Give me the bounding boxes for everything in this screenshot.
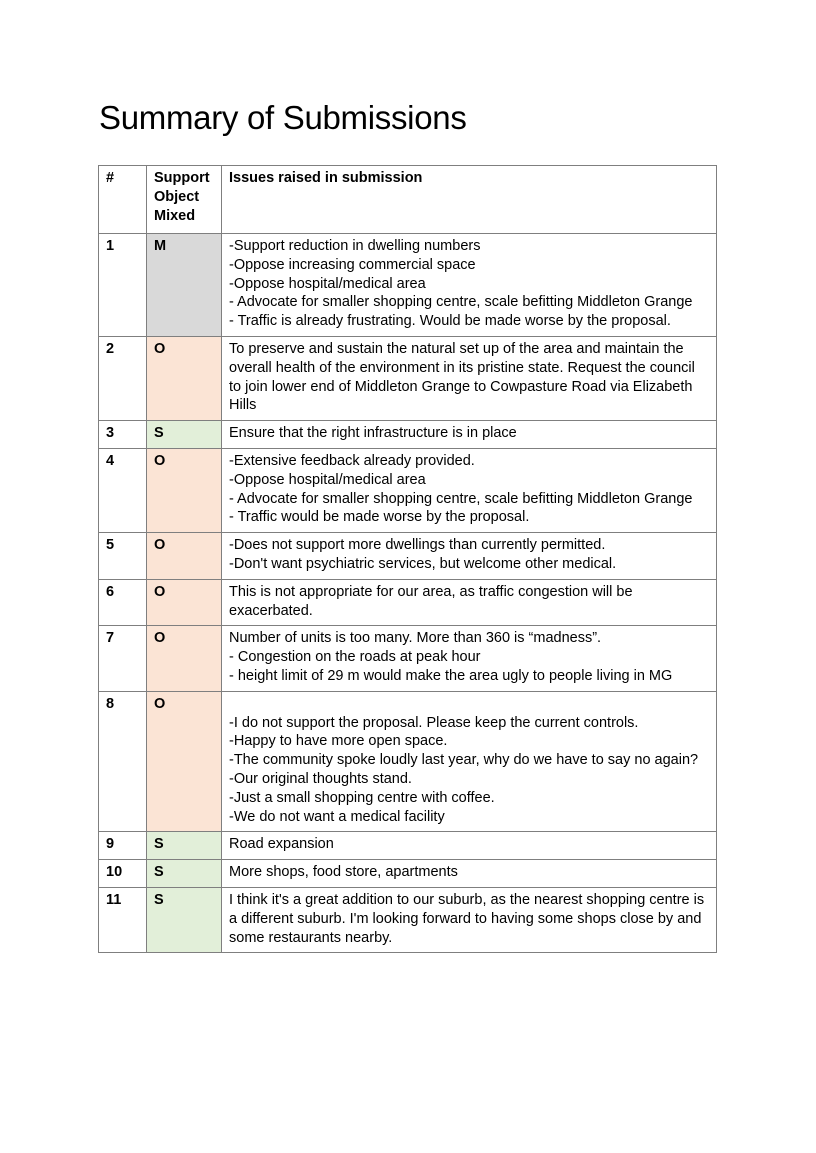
issue-line: Road expansion — [229, 836, 334, 853]
submission-number: 2 — [99, 336, 147, 420]
submission-number: 3 — [99, 421, 147, 449]
submission-position: S — [147, 832, 222, 860]
issue-line: -Our original thoughts stand. — [229, 770, 412, 787]
issue-line: -Don't want psychiatric services, but welcome other medical. — [229, 555, 617, 572]
issue-line: -Support reduction in dwelling numbers — [229, 238, 481, 254]
table-body — [99, 234, 717, 953]
issue-line: - Congestion on the roads at peak hour — [229, 649, 481, 666]
submission-number: 4 — [99, 448, 147, 532]
submission-position: S — [147, 887, 222, 952]
submissions-table — [98, 165, 717, 953]
table-row — [99, 234, 717, 337]
submission-position: O — [147, 533, 222, 580]
table-row — [99, 448, 717, 532]
issue-line: -We do not want a medical facility — [229, 808, 445, 825]
submission-number: 5 — [99, 533, 147, 580]
submission-issues — [222, 860, 717, 888]
issue-line: More shops, food store, apartments — [229, 864, 458, 881]
table-header-row — [99, 166, 717, 234]
header-number: # — [99, 166, 147, 234]
submission-position: O — [147, 336, 222, 420]
table-row — [99, 579, 717, 626]
issue-line: Ensure that the right infrastructure is in place — [229, 425, 517, 442]
table-row — [99, 421, 717, 449]
submission-position: O — [147, 448, 222, 532]
issue-line: To preserve and sustain the natural set up of the area and maintain the overall health of the environment in its pristine state. Request the council to join lower end of Middleton Grange to Cowpasture Road via Elizabeth Hills — [229, 340, 695, 414]
submission-issues — [222, 448, 717, 532]
issue-line: Number of units is too many. More than 360 is “madness”. — [229, 630, 602, 647]
submission-issues — [222, 234, 717, 337]
issue-line: -Happy to have more open space. — [229, 733, 448, 750]
submission-number: 10 — [99, 860, 147, 888]
table-row — [99, 860, 717, 888]
issue-line: -Does not support more dwellings than currently permitted. — [229, 537, 606, 554]
issue-line — [229, 695, 708, 714]
table-row — [99, 887, 717, 952]
table-row — [99, 691, 717, 832]
submission-position: O — [147, 626, 222, 691]
issue-line: -The community spoke loudly last year, why do we have to say no again? — [229, 752, 699, 769]
table-row — [99, 533, 717, 580]
table-row — [99, 336, 717, 420]
issue-line: -Oppose hospital/medical area — [229, 471, 426, 488]
submission-number: 8 — [99, 691, 147, 832]
header-position — [147, 166, 222, 234]
submission-issues — [222, 579, 717, 626]
submission-issues — [222, 421, 717, 449]
issue-line: -Extensive feedback already provided. — [229, 452, 475, 469]
submission-number: 11 — [99, 887, 147, 952]
header-position-line: Mixed — [154, 207, 196, 224]
submission-issues — [222, 691, 717, 832]
submission-number: 6 — [99, 579, 147, 626]
submission-position: S — [147, 860, 222, 888]
issue-line: -I do not support the proposal. Please keep the current controls. — [229, 714, 639, 731]
submission-number: 7 — [99, 626, 147, 691]
header-position-line: Object — [154, 188, 200, 205]
submission-position: M — [147, 234, 222, 337]
issue-line: - Advocate for smaller shopping centre, scale befitting Middleton Grange — [229, 294, 693, 311]
table-row — [99, 832, 717, 860]
submission-position: O — [147, 579, 222, 626]
issue-line: -Just a small shopping centre with coffee. — [229, 789, 495, 806]
submission-position: S — [147, 421, 222, 449]
submission-number: 9 — [99, 832, 147, 860]
submission-position: O — [147, 691, 222, 832]
issue-line: - height limit of 29 m would make the area ugly to people living in MG — [229, 667, 673, 684]
submission-issues — [222, 887, 717, 952]
issue-line: - Traffic would be made worse by the proposal. — [229, 509, 530, 526]
table-row — [99, 626, 717, 691]
submission-issues — [222, 626, 717, 691]
issue-line: I think it's a great addition to our suburb, as the nearest shopping centre is a different suburb. I'm looking forward to having some shops close by and some restaurants nearby. — [229, 891, 705, 946]
submission-issues — [222, 533, 717, 580]
header-issues: Issues raised in submission — [222, 166, 717, 234]
submission-issues — [222, 832, 717, 860]
issue-line: - Advocate for smaller shopping centre, scale befitting Middleton Grange — [229, 490, 693, 507]
page-title: Summary of Submissions — [99, 99, 467, 136]
header-position-line: Support — [154, 170, 210, 186]
submission-number: 1 — [99, 234, 147, 337]
issue-line: -Oppose hospital/medical area — [229, 275, 426, 292]
issue-line: -Oppose increasing commercial space — [229, 256, 476, 273]
issue-line: This is not appropriate for our area, as traffic congestion will be exacerbated. — [229, 583, 633, 619]
submission-issues — [222, 336, 717, 420]
issue-line: - Traffic is already frustrating. Would be made worse by the proposal. — [229, 313, 671, 330]
